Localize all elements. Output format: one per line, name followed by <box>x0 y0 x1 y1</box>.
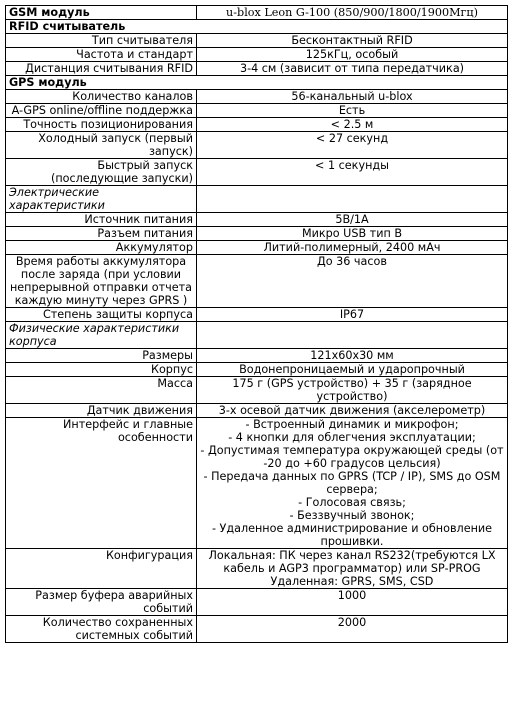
row-label: Источник питания <box>6 213 197 227</box>
table-row <box>6 363 508 377</box>
table-row <box>6 255 508 308</box>
list-item: - Удаленное администрирование и обновление прошивки. <box>211 522 493 548</box>
table-row <box>6 241 508 255</box>
row-label: Аккумулятор <box>6 241 197 255</box>
configuration-label: Конфигурация <box>6 549 197 589</box>
configuration-remote: Удаленная: GPRS, SMS, CSD <box>270 575 434 588</box>
row-label: Корпус <box>6 363 197 377</box>
row-label: Точность позиционирования <box>6 118 197 132</box>
row-value: 175 г (GPS устройство) + 35 г (зарядное устройство) <box>197 377 508 404</box>
list-item: - Передача данных по GPRS (TCP / IP), SMS до OSM сервера; <box>203 470 501 496</box>
gsm-value: u-blox Leon G-100 (850/900/1800/1900Мгц) <box>197 6 508 20</box>
table-row <box>6 104 508 118</box>
table-row <box>6 48 508 62</box>
row-value: Литий-полимерный, 2400 мАч <box>197 241 508 255</box>
emergency-buffer-value: 1000 <box>197 589 508 616</box>
table-row <box>6 589 508 616</box>
row-value: 125кГц, особый <box>197 48 508 62</box>
row-value: 3-4 см (зависит от типа передатчика) <box>197 62 508 76</box>
interfaces-features-list <box>197 418 508 549</box>
row-value: < 2.5 м <box>197 118 508 132</box>
row-label: Разъем питания <box>6 227 197 241</box>
row-label: Степень защиты корпуса <box>6 308 197 322</box>
row-value: Микро USB тип В <box>197 227 508 241</box>
row-value: Бесконтактный RFID <box>197 34 508 48</box>
gps-section-title: GPS модуль <box>6 76 508 90</box>
row-value: IP67 <box>197 308 508 322</box>
row-label: Датчик движения <box>6 404 197 418</box>
row-label: Дистанция считывания RFID <box>6 62 197 76</box>
configuration-value <box>197 549 508 589</box>
table-row <box>6 308 508 322</box>
rfid-section-title: RFID считыватель <box>6 20 508 34</box>
row-value: 3-х осевой датчик движения (акселерометр) <box>197 404 508 418</box>
empty-cell <box>197 186 508 213</box>
table-row <box>6 6 508 20</box>
row-label: Время работы аккумулятора после заряда (при условии непрерывной отправки отчета каждую минуту через GPRS ) <box>6 255 197 308</box>
row-label: Масса <box>6 377 197 404</box>
row-label: A-GPS online/offline поддержка <box>6 104 197 118</box>
row-value: До 36 часов <box>197 255 508 308</box>
table-row <box>6 62 508 76</box>
section-row <box>6 322 508 349</box>
row-label: Быстрый запуск (последующие запуски) <box>6 159 197 186</box>
table-row <box>6 159 508 186</box>
list-item: - Беззвучный звонок; <box>289 509 415 522</box>
table-row <box>6 34 508 48</box>
table-row <box>6 549 508 589</box>
configuration-local: Локальная: ПК через канал RS232(требуются LX кабель и AGP3 программатор) или SP-PROG <box>208 549 496 575</box>
system-events-label: Количество сохраненных системных событий <box>6 616 197 643</box>
list-item: - 4 кнопки для облегчения эксплуатации; <box>228 431 476 444</box>
section-row <box>6 20 508 34</box>
row-value: Есть <box>197 104 508 118</box>
physical-section-title: Физические характеристики корпуса <box>6 322 197 349</box>
section-row <box>6 76 508 90</box>
table-row <box>6 418 508 549</box>
row-label: Холодный запуск (первый запуск) <box>6 132 197 159</box>
table-row <box>6 213 508 227</box>
table-row <box>6 404 508 418</box>
emergency-buffer-label: Размер буфера аварийных событий <box>6 589 197 616</box>
empty-cell <box>197 322 508 349</box>
row-value: < 1 секунды <box>197 159 508 186</box>
system-events-value: 2000 <box>197 616 508 643</box>
table-row <box>6 616 508 643</box>
specifications-table <box>5 5 508 643</box>
row-value: 5В/1А <box>197 213 508 227</box>
row-label: Частота и стандарт <box>6 48 197 62</box>
electrical-section-title: Электрические характеристики <box>6 186 197 213</box>
row-label: Тип считывателя <box>6 34 197 48</box>
table-row <box>6 227 508 241</box>
row-value: 121x60x30 мм <box>197 349 508 363</box>
list-item: - Допустимая температура окружающей среды (от -20 до +60 градусов цельсия) <box>200 444 504 470</box>
interfaces-label: Интерфейс и главные особенности <box>6 418 197 549</box>
table-row <box>6 349 508 363</box>
list-item: - Голосовая связь; <box>298 496 406 509</box>
row-value: Водонепроницаемый и ударопрочный <box>197 363 508 377</box>
row-label: Количество каналов <box>6 90 197 104</box>
table-row <box>6 90 508 104</box>
list-item: - Встроенный динамик и микрофон; <box>245 418 459 431</box>
row-value: < 27 секунд <box>197 132 508 159</box>
table-row <box>6 118 508 132</box>
row-label: Размеры <box>6 349 197 363</box>
section-row <box>6 186 508 213</box>
row-value: 56-канальный u-blox <box>197 90 508 104</box>
table-row <box>6 132 508 159</box>
table-row <box>6 377 508 404</box>
gsm-label: GSM модуль <box>6 6 197 20</box>
